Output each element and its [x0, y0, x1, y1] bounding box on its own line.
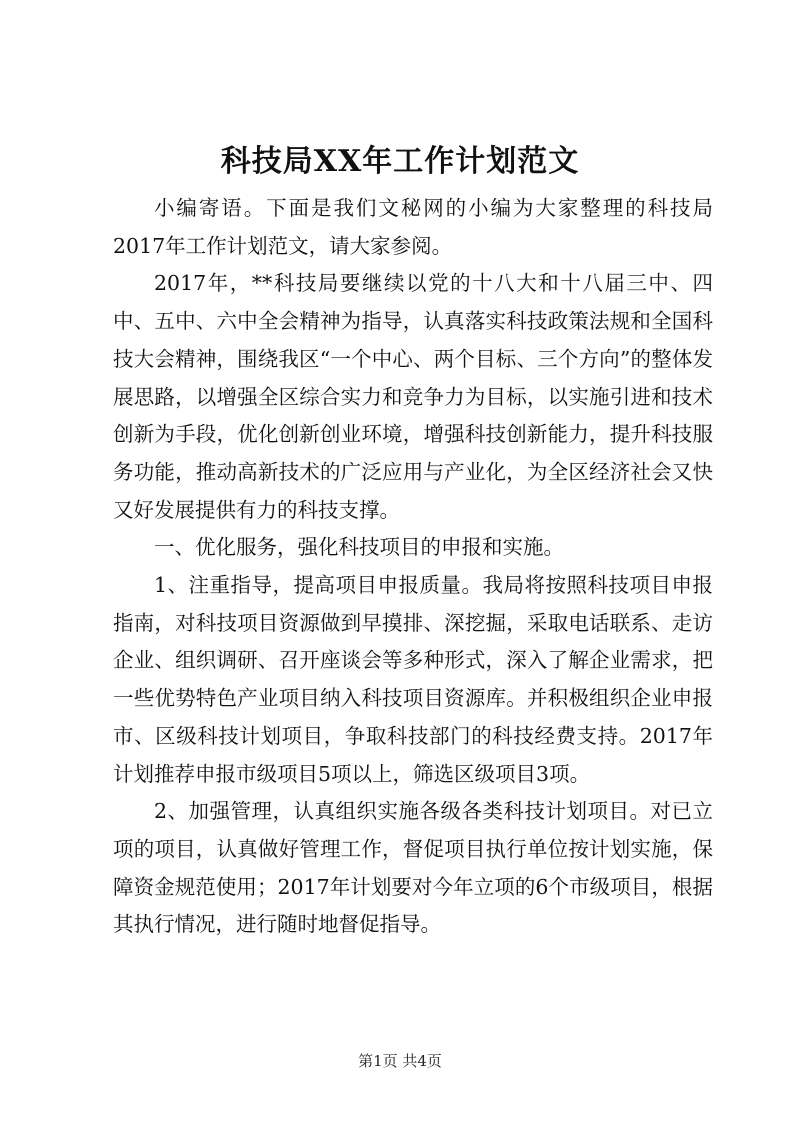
- page-number-footer: 第1页 共4页: [358, 1052, 442, 1070]
- document-title: 科技局XX年工作计划范文: [220, 144, 580, 179]
- overview-paragraph: 2017年，**科技局要继续以党的十八大和十八届三中、四中、五中、六中全会精神为指导，认真落实科技政策法规和全国科技大会精神，围绕我区“一个中心、两个目标、三个方向”的整体发展思路，以增强全区综合实力和竞争力为目标，以实施引进和技术创新为手段，优化创新创业环境，增强科技创新能力，提升科技服务功能，推动高新技术的广泛应用与产业化，为全区经济社会又快又好发展提供有力的科技支撑。: [113, 271, 713, 522]
- document-body: [113, 190, 713, 944]
- intro-paragraph: 小编寄语。下面是我们文秘网的小编为大家整理的科技局2017年工作计划范文，请大家参阅。: [113, 196, 713, 258]
- section-heading-1: 一、优化服务，强化科技项目的申报和实施。: [154, 535, 564, 560]
- item-1-paragraph: 1、注重指导，提高项目申报质量。我局将按照科技项目申报指南，对科技项目资源做到早摸排、深挖掘，采取电话联系、走访企业、组织调研、召开座谈会等多种形式，深入了解企业需求，把一些优势特色产业项目纳入科技项目资源库。并积极组织企业申报市、区级科技计划项目，争取科技部门的科技经费支持。2017年计划推荐申报市级项目5项以上，筛选区级项目3项。: [113, 573, 713, 786]
- item-2-paragraph: 2、加强管理，认真组织实施各级各类科技计划项目。对已立项的项目，认真做好管理工作，督促项目执行单位按计划实施，保障资金规范使用；2017年计划要对今年立项的6个市级项目，根据其执行情况，进行随时地督促指导。: [113, 799, 713, 937]
